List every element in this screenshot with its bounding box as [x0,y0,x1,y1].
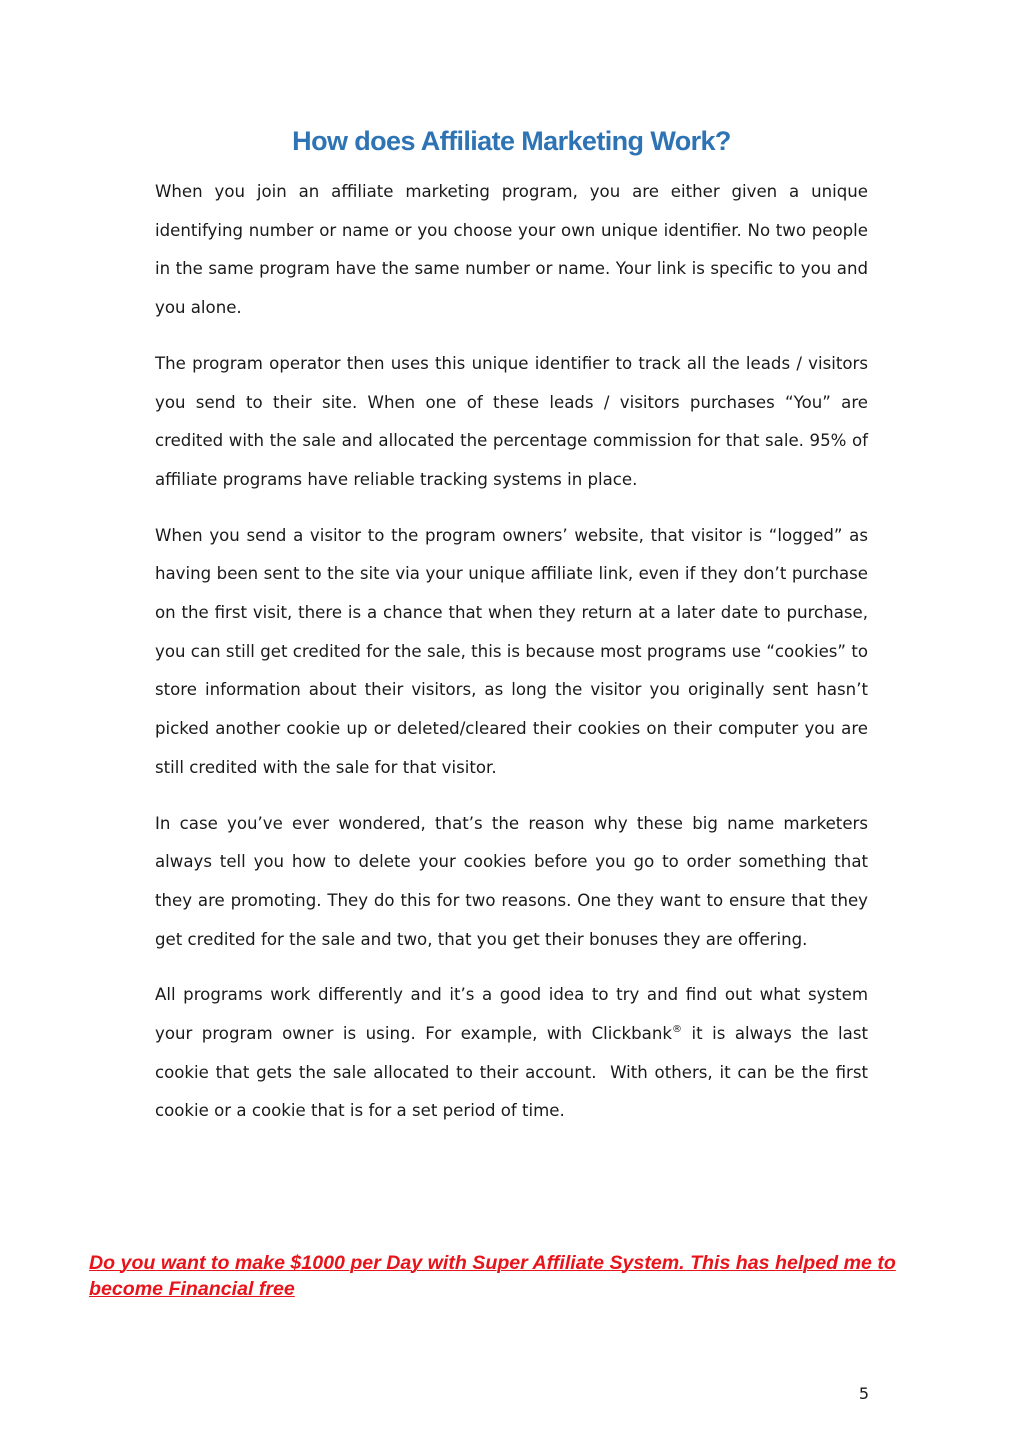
article-body [155,173,868,1148]
paragraph-programs-differ-start: All programs work differently and it’s a good idea to try and find out what system your program owner is using. For example, with Clickbank [155,985,868,1044]
paragraph-programs-differ-end: it is always the last cookie that gets the sale allocated to their account. With others, it can be the first cookie or a cookie that is for a set period of time. [155,1024,868,1121]
page-number: 5 [858,1384,869,1403]
promo-link[interactable]: Do you want to make $1000 per Day with Super Affiliate System. This has helped me to become Financial free [89,1252,896,1300]
paragraph-tracking: The program operator then uses this unique identifier to track all the leads / visitors you send to their site. When one of these leads / visitors purchases “You” are credited with the sale and allocated the percentage commission for that sale. 95% of affiliate programs have reliable tracking systems in place. [155,353,868,489]
registered-mark: ® [671,1024,682,1036]
paragraph-unique-identifier: When you join an affiliate marketing program, you are either given a unique identifying number or name or you choose your own unique identifier. No two people in the same program have the same number or name. Your link is specific to you and you alone. [155,182,868,318]
paragraph-cookies: When you send a visitor to the program owners’ website, that visitor is “logged” as having been sent to the site via your unique affiliate link, even if they don’t purchase on the first visit, there is a chance that when they return at a later date to purchase, you can still get credited for the sale, this is because most programs use “cookies” to store information about their visitors, as long the visitor you originally sent hasn’t picked another cookie up or deleted/cleared their cookies on their computer you are still credited with the sale for that visitor. [155,525,868,777]
paragraph-delete-cookies: In case you’ve ever wondered, that’s the reason why these big name marketers always tell you how to delete your cookies before you go to order something that they are promoting. They do this for two reasons. One they want to ensure that they get credited for the sale and two, that you get their bonuses they are offering. [155,813,868,949]
page-title: How does Affiliate Marketing Work? [292,126,731,156]
paragraph-programs-differ [155,976,868,1131]
